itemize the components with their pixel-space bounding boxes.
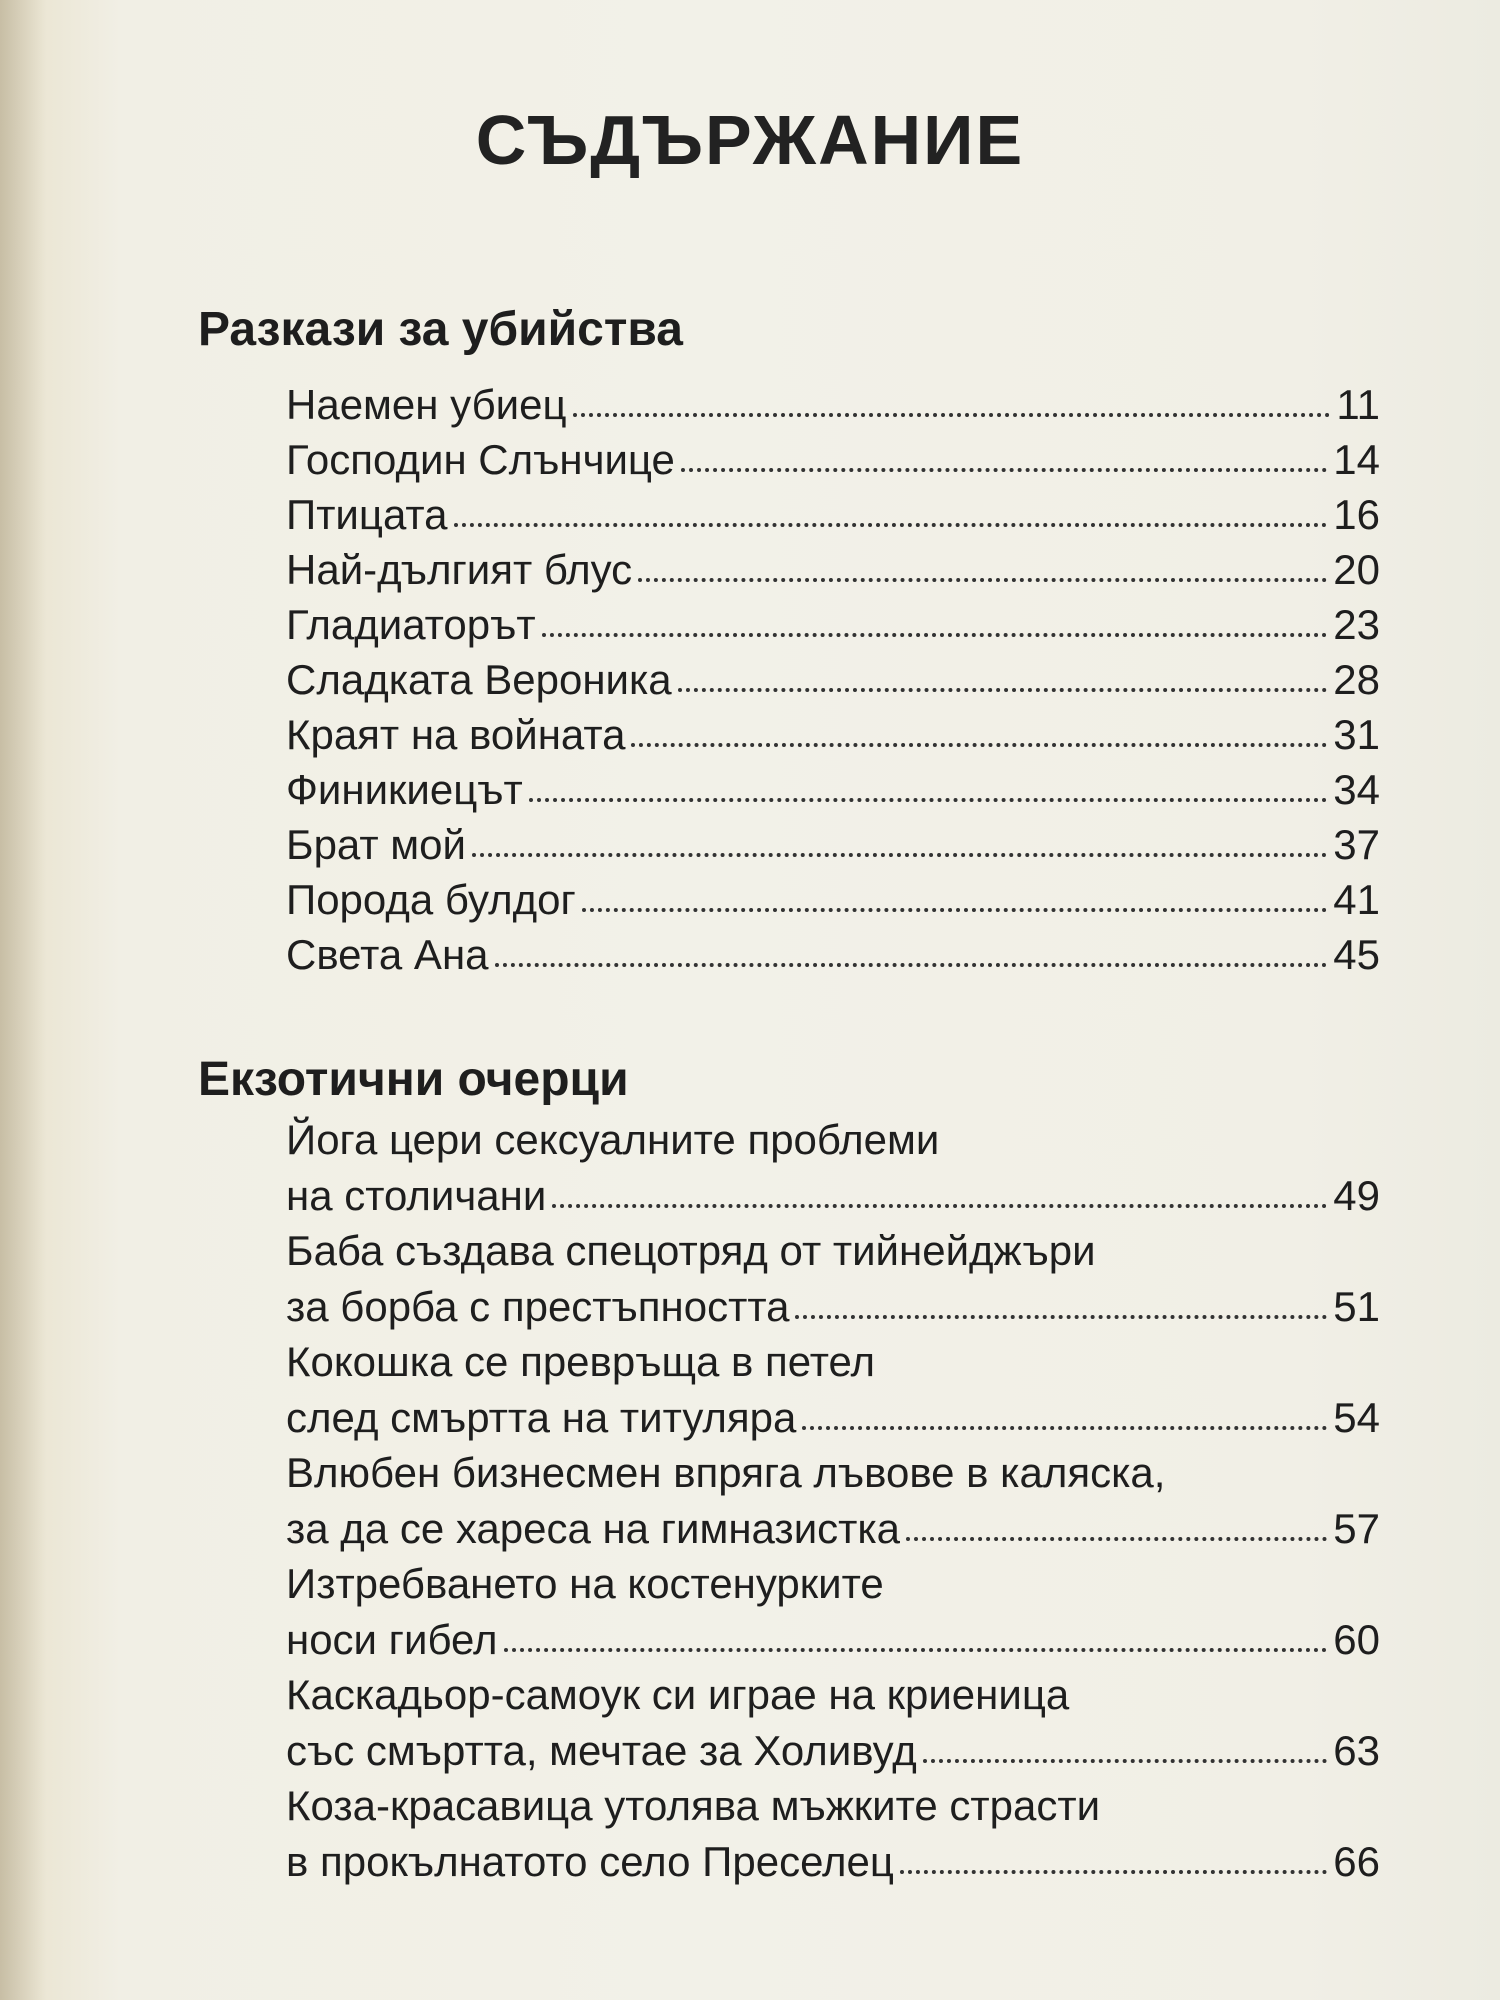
entry-page-number: 16 bbox=[1333, 491, 1380, 538]
entry-page-number: 37 bbox=[1333, 821, 1380, 868]
toc-entry[interactable] bbox=[286, 927, 1380, 982]
entry-title: Птицата bbox=[286, 491, 448, 538]
entry-page-number: 49 bbox=[1333, 1171, 1380, 1219]
entry-page-number: 11 bbox=[1336, 381, 1380, 428]
binding-shadow bbox=[0, 0, 46, 2000]
dot-leader bbox=[504, 1647, 1328, 1652]
toc-entry[interactable] bbox=[286, 377, 1380, 432]
dot-leader bbox=[923, 1758, 1328, 1763]
entry-title: Наемен убиец bbox=[286, 381, 567, 428]
entry-page-number: 45 bbox=[1333, 931, 1380, 978]
dot-leader bbox=[900, 1869, 1327, 1874]
entry-page-number: 51 bbox=[1333, 1282, 1380, 1330]
entry-title: Гладиаторът bbox=[286, 601, 536, 648]
entry-page-number: 20 bbox=[1333, 546, 1380, 593]
entry-page-number: 28 bbox=[1333, 656, 1380, 703]
entry-page-number: 66 bbox=[1333, 1837, 1380, 1885]
entry-page-number: 14 bbox=[1333, 436, 1380, 483]
toc-entry[interactable] bbox=[286, 707, 1380, 762]
dot-leader bbox=[795, 1314, 1327, 1319]
toc-entry[interactable] bbox=[286, 1334, 1380, 1445]
dot-leader bbox=[906, 1536, 1327, 1541]
toc-entry[interactable] bbox=[286, 487, 1380, 542]
dot-leader bbox=[552, 1203, 1327, 1208]
dot-leader bbox=[529, 797, 1327, 802]
entry-page-number: 60 bbox=[1333, 1615, 1380, 1663]
toc-entry[interactable] bbox=[286, 1556, 1380, 1667]
dot-leader bbox=[472, 852, 1327, 857]
toc-entry[interactable] bbox=[286, 762, 1380, 817]
toc-entry[interactable] bbox=[286, 542, 1380, 597]
entry-title-line1: Кокошка се превръща в петел bbox=[286, 1338, 875, 1385]
toc-entry[interactable] bbox=[286, 1112, 1380, 1223]
entry-title: Най-дългият блус bbox=[286, 546, 633, 593]
dot-leader bbox=[454, 522, 1328, 527]
entry-title: Сладката Вероника bbox=[286, 656, 672, 703]
entry-title: Краят на войната bbox=[286, 711, 626, 758]
entry-title-line2: на столичани bbox=[286, 1171, 547, 1219]
toc-entry[interactable] bbox=[286, 432, 1380, 487]
entry-title: Господин Слънчице bbox=[286, 436, 675, 483]
dot-leader bbox=[681, 467, 1327, 472]
toc-entry[interactable] bbox=[286, 1223, 1380, 1334]
entry-title: Брат мой bbox=[286, 821, 466, 868]
entry-title-line1: Коза-красавица утолява мъжките страсти bbox=[286, 1782, 1101, 1829]
dot-leader bbox=[542, 632, 1328, 637]
entry-page-number: 63 bbox=[1333, 1726, 1380, 1774]
section-heading-murder-stories: Разкази за убийства bbox=[198, 303, 683, 356]
entry-page-number: 41 bbox=[1333, 876, 1380, 923]
entry-title-line1: Влюбен бизнесмен впряга лъвове в каляска, bbox=[286, 1449, 1166, 1496]
toc-entry[interactable] bbox=[286, 817, 1380, 872]
entry-title: Света Ана bbox=[286, 931, 489, 978]
dot-leader bbox=[631, 742, 1327, 747]
dot-leader bbox=[582, 907, 1328, 912]
toc-list-exotic-essays bbox=[286, 1112, 1380, 1889]
toc-entry[interactable] bbox=[286, 597, 1380, 652]
entry-page-number: 34 bbox=[1333, 766, 1380, 813]
entry-page-number: 31 bbox=[1333, 711, 1380, 758]
entry-title-line1: Йога цери сексуалните проблеми bbox=[286, 1116, 940, 1163]
entry-title: Порода булдог bbox=[286, 876, 576, 923]
page-title: СЪДЪРЖАНИЕ bbox=[475, 101, 1025, 179]
entry-title-line1: Баба създава спецотряд от тийнейджъри bbox=[286, 1227, 1096, 1274]
dot-leader bbox=[638, 577, 1327, 582]
toc-entry[interactable] bbox=[286, 1445, 1380, 1556]
entry-title: Финикиецът bbox=[286, 766, 523, 813]
entry-title-line1: Каскадьор-самоук си играе на криеница bbox=[286, 1671, 1070, 1718]
dot-leader bbox=[573, 412, 1331, 417]
entry-title-line2: след смъртта на титуляра bbox=[286, 1393, 797, 1441]
dot-leader bbox=[495, 962, 1328, 967]
entry-title-line2: за да се хареса на гимназистка bbox=[286, 1504, 901, 1552]
entry-title-line2: носи гибел bbox=[286, 1615, 498, 1663]
toc-entry[interactable] bbox=[286, 1778, 1380, 1889]
toc-entry[interactable] bbox=[286, 872, 1380, 927]
toc-entry[interactable] bbox=[286, 652, 1380, 707]
entry-title-line2: за борба с престъпността bbox=[286, 1282, 790, 1330]
section-heading-exotic-essays: Екзотични очерци bbox=[198, 1053, 629, 1106]
toc-entry[interactable] bbox=[286, 1667, 1380, 1778]
entry-page-number: 54 bbox=[1333, 1393, 1380, 1441]
entry-page-number: 57 bbox=[1333, 1504, 1380, 1552]
entry-page-number: 23 bbox=[1333, 601, 1380, 648]
entry-title-line2: в прокълнатото село Преселец bbox=[286, 1837, 894, 1885]
dot-leader bbox=[802, 1425, 1327, 1430]
entry-title-line2: със смъртта, мечтае за Холивуд bbox=[286, 1726, 917, 1774]
entry-title-line1: Изтребването на костенурките bbox=[286, 1560, 884, 1607]
dot-leader bbox=[678, 687, 1328, 692]
toc-list-murder-stories bbox=[286, 377, 1380, 982]
